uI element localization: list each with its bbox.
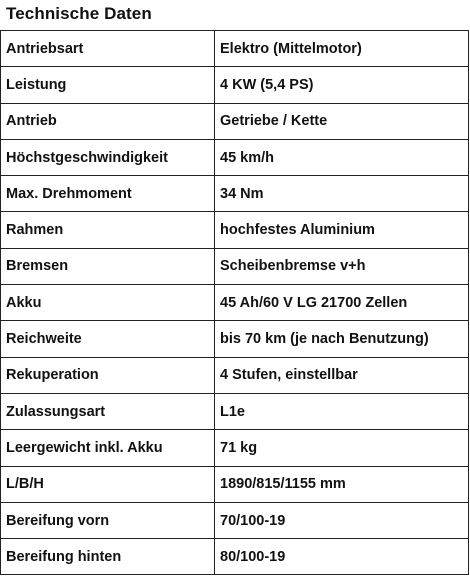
- spec-table-body: [1, 31, 469, 575]
- table-row: [1, 321, 469, 357]
- spec-label: Zulassungsart: [1, 393, 215, 429]
- table-row: [1, 285, 469, 321]
- spec-label: Bereifung hinten: [1, 539, 215, 575]
- table-row: [1, 139, 469, 175]
- table-row: [1, 357, 469, 393]
- table-row: [1, 31, 469, 67]
- spec-label: Höchstgeschwindigkeit: [1, 139, 215, 175]
- table-row: [1, 393, 469, 429]
- table-row: [1, 212, 469, 248]
- spec-value: 45 km/h: [215, 139, 469, 175]
- table-row: [1, 67, 469, 103]
- spec-value: Elektro (Mittelmotor): [215, 31, 469, 67]
- spec-label: Antrieb: [1, 103, 215, 139]
- table-row: [1, 466, 469, 502]
- spec-label: Rekuperation: [1, 357, 215, 393]
- spec-label: L/B/H: [1, 466, 215, 502]
- spec-value: 80/100-19: [215, 539, 469, 575]
- spec-value: Scheibenbremse v+h: [215, 248, 469, 284]
- spec-value: 71 kg: [215, 430, 469, 466]
- spec-label: Antriebsart: [1, 31, 215, 67]
- spec-value: 4 Stufen, einstellbar: [215, 357, 469, 393]
- spec-label: Akku: [1, 285, 215, 321]
- table-row: [1, 502, 469, 538]
- spec-label: Rahmen: [1, 212, 215, 248]
- spec-label: Max. Drehmoment: [1, 176, 215, 212]
- spec-label: Leistung: [1, 67, 215, 103]
- spec-label: Reichweite: [1, 321, 215, 357]
- spec-value: 70/100-19: [215, 502, 469, 538]
- spec-value: Getriebe / Kette: [215, 103, 469, 139]
- table-row: [1, 539, 469, 575]
- table-row: [1, 430, 469, 466]
- spec-value: hochfestes Aluminium: [215, 212, 469, 248]
- spec-value: L1e: [215, 393, 469, 429]
- page-title: Technische Daten: [6, 4, 152, 23]
- table-row: [1, 103, 469, 139]
- table-row: [1, 248, 469, 284]
- table-row: [1, 176, 469, 212]
- spec-value: 34 Nm: [215, 176, 469, 212]
- spec-value: 45 Ah/60 V LG 21700 Zellen: [215, 285, 469, 321]
- spec-value: 1890/815/1155 mm: [215, 466, 469, 502]
- spec-value: bis 70 km (je nach Benutzung): [215, 321, 469, 357]
- spec-table: [0, 30, 469, 575]
- spec-label: Bereifung vorn: [1, 502, 215, 538]
- spec-value: 4 KW (5,4 PS): [215, 67, 469, 103]
- spec-label: Leergewicht inkl. Akku: [1, 430, 215, 466]
- spec-label: Bremsen: [1, 248, 215, 284]
